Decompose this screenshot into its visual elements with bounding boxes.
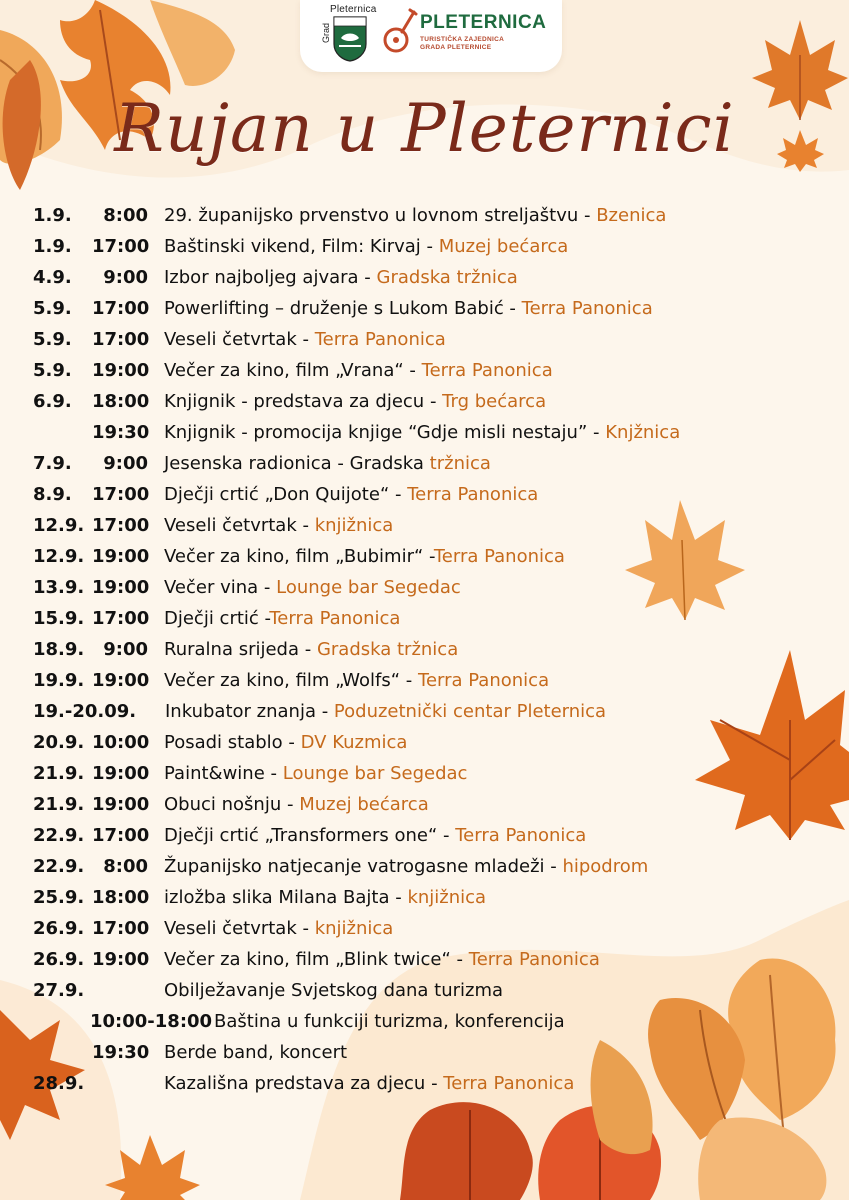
event-venue: knjižnica [314, 515, 394, 536]
event-time: 17:00 [92, 825, 150, 846]
event-row [0, 975, 849, 1006]
event-time: 17:00 [92, 236, 150, 257]
event-title: Večer za kino, film „Bubimir“ - [164, 546, 434, 567]
event-row [0, 231, 849, 262]
event-description [164, 324, 446, 355]
event-description [164, 665, 549, 696]
event-row [0, 1068, 849, 1099]
event-description [164, 572, 461, 603]
event-description [164, 1037, 347, 1068]
event-date: 7.9. [33, 453, 72, 474]
event-time: 17:00 [92, 298, 150, 319]
event-description [164, 541, 565, 572]
crest-town-name: Pleternica [330, 4, 377, 15]
event-date: 26.9. [33, 949, 85, 970]
event-venue: knjižnica [314, 918, 394, 939]
event-venue: Gradska tržnica [316, 639, 459, 660]
event-title: Županijsko natjecanje vatrogasne mladeži - [164, 856, 563, 877]
event-venue: Terra Panonica [521, 298, 653, 319]
event-time: 19:00 [92, 546, 150, 567]
event-date: 4.9. [33, 267, 72, 288]
event-description [165, 696, 606, 727]
event-date: 12.9. [33, 515, 85, 536]
tourist-board-name: PLETERNICA [420, 12, 547, 33]
event-venue: Terra Panonica [433, 546, 565, 567]
event-time: 19:00 [92, 670, 150, 691]
event-title: Večer za kino, film „Vrana“ - [164, 360, 422, 381]
event-title: Dječji crtić „Transformers one“ - [164, 825, 456, 846]
event-row [0, 789, 849, 820]
event-row [0, 324, 849, 355]
event-date: 13.9. [33, 577, 85, 598]
event-venue: Knjžnica [605, 422, 681, 443]
event-title: Kazališna predstava za djecu - [164, 1073, 444, 1094]
event-venue: Terra Panonica [314, 329, 446, 350]
event-description [164, 355, 553, 386]
event-description [164, 200, 666, 231]
event-time: 9:00 [103, 267, 148, 288]
event-time: 17:00 [92, 918, 150, 939]
event-description [164, 758, 467, 789]
event-time: 18:00 [92, 887, 150, 908]
event-row [0, 479, 849, 510]
event-time: 18:00 [92, 391, 150, 412]
event-venue: hipodrom [562, 856, 649, 877]
event-date: 1.9. [33, 205, 72, 226]
event-date: 5.9. [33, 329, 72, 350]
event-description [164, 1068, 574, 1099]
event-date: 28.9. [33, 1073, 85, 1094]
page-title: Rujan u Pleternici [114, 90, 735, 167]
event-title: Berde band, koncert [164, 1042, 348, 1063]
event-date: 21.9. [33, 763, 85, 784]
event-title: 29. županijsko prvenstvo u lovnom streljaštvu - [164, 205, 597, 226]
event-time: 9:00 [103, 453, 148, 474]
event-row [0, 448, 849, 479]
event-row [0, 820, 849, 851]
event-row [0, 882, 849, 913]
event-description [214, 1006, 565, 1037]
event-description [164, 603, 400, 634]
event-description [164, 820, 586, 851]
event-time: 9:00 [103, 639, 148, 660]
event-description [164, 479, 538, 510]
event-time: 19:00 [92, 360, 150, 381]
event-date: 18.9. [33, 639, 85, 660]
event-time: 19:00 [92, 794, 150, 815]
event-date: 22.9. [33, 856, 85, 877]
event-venue: Terra Panonica [443, 1073, 575, 1094]
event-title: Posadi stablo - [164, 732, 301, 753]
event-row [0, 634, 849, 665]
event-date: 20.9. [33, 732, 85, 753]
event-venue: Terra Panonica [407, 484, 539, 505]
event-date: 1.9. [33, 236, 72, 257]
event-description [164, 262, 518, 293]
event-title: Ruralna srijeda - [164, 639, 317, 660]
event-row [0, 355, 849, 386]
event-title: Večer za kino, film „Wolfs“ - [164, 670, 419, 691]
event-date: 5.9. [33, 298, 72, 319]
event-title: Knjignik - promocija knjige “Gdje misli nestaju” - [164, 422, 606, 443]
crest-grad-label: Grad [321, 22, 332, 44]
event-description [164, 448, 491, 479]
event-description [164, 510, 393, 541]
event-venue: Trg bećarca [442, 391, 547, 412]
event-date: 5.9. [33, 360, 72, 381]
event-venue: Poduzetnički centar Pleternica [333, 701, 607, 722]
event-date: 19.-20.09. [33, 701, 137, 722]
event-title: Powerlifting – druženje s Lukom Babić - [164, 298, 522, 319]
event-title: Knjignik - predstava za djecu - [164, 391, 443, 412]
event-venue: Terra Panonica [421, 360, 553, 381]
event-row [0, 293, 849, 324]
event-row [0, 262, 849, 293]
event-date: 8.9. [33, 484, 72, 505]
event-venue: Terra Panonica [269, 608, 401, 629]
event-date: 22.9. [33, 825, 85, 846]
event-title: Obilježavanje Svjetskog dana turizma [164, 980, 504, 1001]
event-time: 19:30 [92, 422, 150, 443]
event-row [0, 913, 849, 944]
event-row [0, 727, 849, 758]
event-title: izložba slika Milana Bajta - [164, 887, 408, 908]
event-row [0, 417, 849, 448]
event-description [164, 231, 568, 262]
event-venue: Lounge bar Segedac [282, 763, 468, 784]
event-description [164, 882, 486, 913]
event-row [0, 696, 849, 727]
event-time: 17:00 [92, 329, 150, 350]
event-time: 19:30 [92, 1042, 150, 1063]
event-date: 21.9. [33, 794, 85, 815]
event-time: 19:00 [92, 949, 150, 970]
event-description [164, 727, 407, 758]
event-row [0, 944, 849, 975]
event-time: 17:00 [92, 608, 150, 629]
event-title: Jesenska radionica - Gradska [164, 453, 430, 474]
event-title: Večer za kino, film „Blink twice“ - [164, 949, 469, 970]
event-time: 17:00 [92, 515, 150, 536]
event-description [164, 386, 546, 417]
event-description [164, 417, 680, 448]
event-title: Veseli četvrtak - [164, 515, 315, 536]
tourist-board-logo-icon [382, 6, 418, 56]
event-time: 10:00-18:00 [90, 1011, 213, 1032]
event-venue: Terra Panonica [455, 825, 587, 846]
event-title: Baštinski vikend, Film: Kirvaj - [164, 236, 439, 257]
event-venue: Bzenica [596, 205, 667, 226]
event-row [0, 386, 849, 417]
event-row [0, 665, 849, 696]
event-title: Dječji crtić - [164, 608, 270, 629]
event-venue: Muzej bećarca [299, 794, 429, 815]
event-venue: DV Kuzmica [300, 732, 408, 753]
event-date: 15.9. [33, 608, 85, 629]
event-date: 6.9. [33, 391, 72, 412]
event-time: 10:00 [92, 732, 150, 753]
event-description [164, 293, 653, 324]
event-row [0, 758, 849, 789]
event-description [164, 789, 429, 820]
event-description [164, 634, 458, 665]
event-title: Dječji crtić „Don Quijote“ - [164, 484, 408, 505]
event-date: 25.9. [33, 887, 85, 908]
event-time: 8:00 [103, 205, 148, 226]
event-description [164, 913, 393, 944]
event-title: Izbor najboljeg ajvara - [164, 267, 377, 288]
event-date: 26.9. [33, 918, 85, 939]
event-venue: tržnica [429, 453, 491, 474]
event-title: Inkubator znanja - [165, 701, 334, 722]
event-row [0, 200, 849, 231]
event-venue: Terra Panonica [418, 670, 550, 691]
event-row [0, 1006, 849, 1037]
event-row [0, 572, 849, 603]
event-title: Paint&wine - [164, 763, 283, 784]
event-description [164, 944, 600, 975]
city-crest-logo [321, 4, 377, 64]
event-row [0, 603, 849, 634]
event-venue: Lounge bar Segedac [276, 577, 461, 598]
event-row [0, 541, 849, 572]
event-title: Veseli četvrtak - [164, 918, 315, 939]
event-venue: Terra Panonica [468, 949, 600, 970]
event-row [0, 510, 849, 541]
event-title: Večer vina - [164, 577, 277, 598]
event-title: Veseli četvrtak - [164, 329, 315, 350]
event-title: Obuci nošnju - [164, 794, 300, 815]
event-row [0, 851, 849, 882]
event-row [0, 1037, 849, 1068]
event-time: 19:00 [92, 763, 150, 784]
tourist-board-subtitle: TURISTIČKA ZAJEDNICA GRADA PLETERNICE [420, 36, 504, 51]
event-description [164, 851, 648, 882]
event-time: 17:00 [92, 484, 150, 505]
event-time: 19:00 [92, 577, 150, 598]
event-title: Baština u funkciji turizma, konferencija [214, 1011, 565, 1032]
shield-icon [333, 16, 367, 62]
event-time: 8:00 [103, 856, 148, 877]
event-venue: Muzej bećarca [438, 236, 569, 257]
event-venue: Gradska tržnica [376, 267, 518, 288]
event-date: 27.9. [33, 980, 85, 1001]
event-date: 19.9. [33, 670, 85, 691]
event-description [164, 975, 503, 1006]
event-venue: knjižnica [407, 887, 487, 908]
event-date: 12.9. [33, 546, 85, 567]
